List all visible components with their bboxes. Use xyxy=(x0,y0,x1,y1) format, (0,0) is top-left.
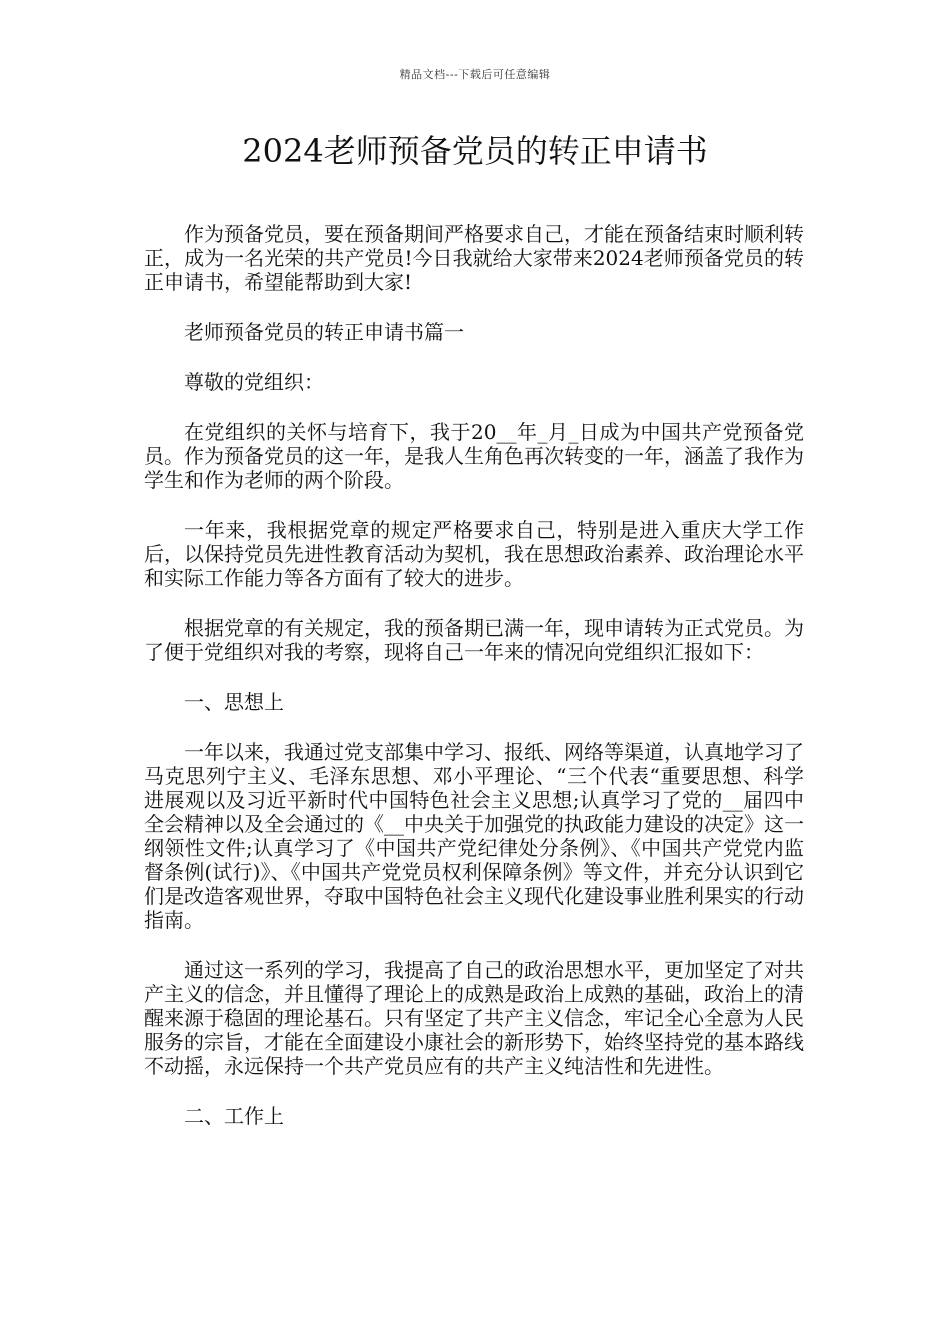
salutation: 尊敬的党组织： xyxy=(184,370,324,394)
body-paragraph: 通过这一系列的学习，我提高了自己的政治思想水平，更加坚定了对共产主义的信念，并且懂得了理论上的成熟是政治上成熟的基础，政治上的清醒来源于稳固的理论基石。只有坚定了共产主义信念，牢记全心全意为人民服务的宗旨，才能在全面建设小康社会的新形势下，始终坚持党的基本路线不动摇，永远保持一个共产党员应有的共产主义纯洁性和先进性。 xyxy=(144,958,804,1078)
body-paragraph: 一年以来，我通过党支部集中学习、报纸、网络等渠道，认真地学习了马克思列宁主义、毛泽东思想、邓小平理论、“三个代表“重要思想、科学进展观以及习近平新时代中国特色社会主义思想;认真学习了党的__届四中全会精神以及全会通过的《__中央关于加强党的执政能力建设的决定》这一纲领性文件;认真学习了《中国共产党纪律处分条例》、《中国共产党党内监督条例(试行)》、《中国共产党党员权利保障条例》等文件，并充分认识到它们是改造客观世界，夺取中国特色社会主义现代化建设事业胜利果实的行动指南。 xyxy=(144,740,804,932)
section-heading-thought: 一、思想上 xyxy=(184,690,284,714)
section-heading-work: 二、工作上 xyxy=(184,1104,284,1128)
body-paragraph: 一年来，我根据党章的规定严格要求自己，特别是进入重庆大学工作后，以保持党员先进性教育活动为契机，我在思想政治素养、政治理论水平和实际工作能力等各方面有了较大的进步。 xyxy=(144,518,804,590)
body-paragraph: 在党组织的关怀与培育下，我于20__年_月_日成为中国共产党预备党员。作为预备党员的这一年，是我人生角色再次转变的一年，涵盖了我作为学生和作为老师的两个阶段。 xyxy=(144,420,804,492)
header-note: 精品文档---下载后可任意编辑 xyxy=(399,68,551,81)
body-paragraph: 根据党章的有关规定，我的预备期已满一年，现申请转为正式党员。为了便于党组织对我的考察，现将自己一年来的情况向党组织汇报如下： xyxy=(144,616,804,664)
document-body xyxy=(144,222,804,1154)
document-title: 2024老师预备党员的转正申请书 xyxy=(242,132,708,170)
section-title-part-one: 老师预备党员的转正申请书篇一 xyxy=(184,320,464,344)
intro-paragraph: 作为预备党员，要在预备期间严格要求自己，才能在预备结束时顺利转正，成为一名光荣的共产党员!今日我就给大家带来2024老师预备党员的转正申请书，希望能帮助到大家! xyxy=(144,222,804,294)
